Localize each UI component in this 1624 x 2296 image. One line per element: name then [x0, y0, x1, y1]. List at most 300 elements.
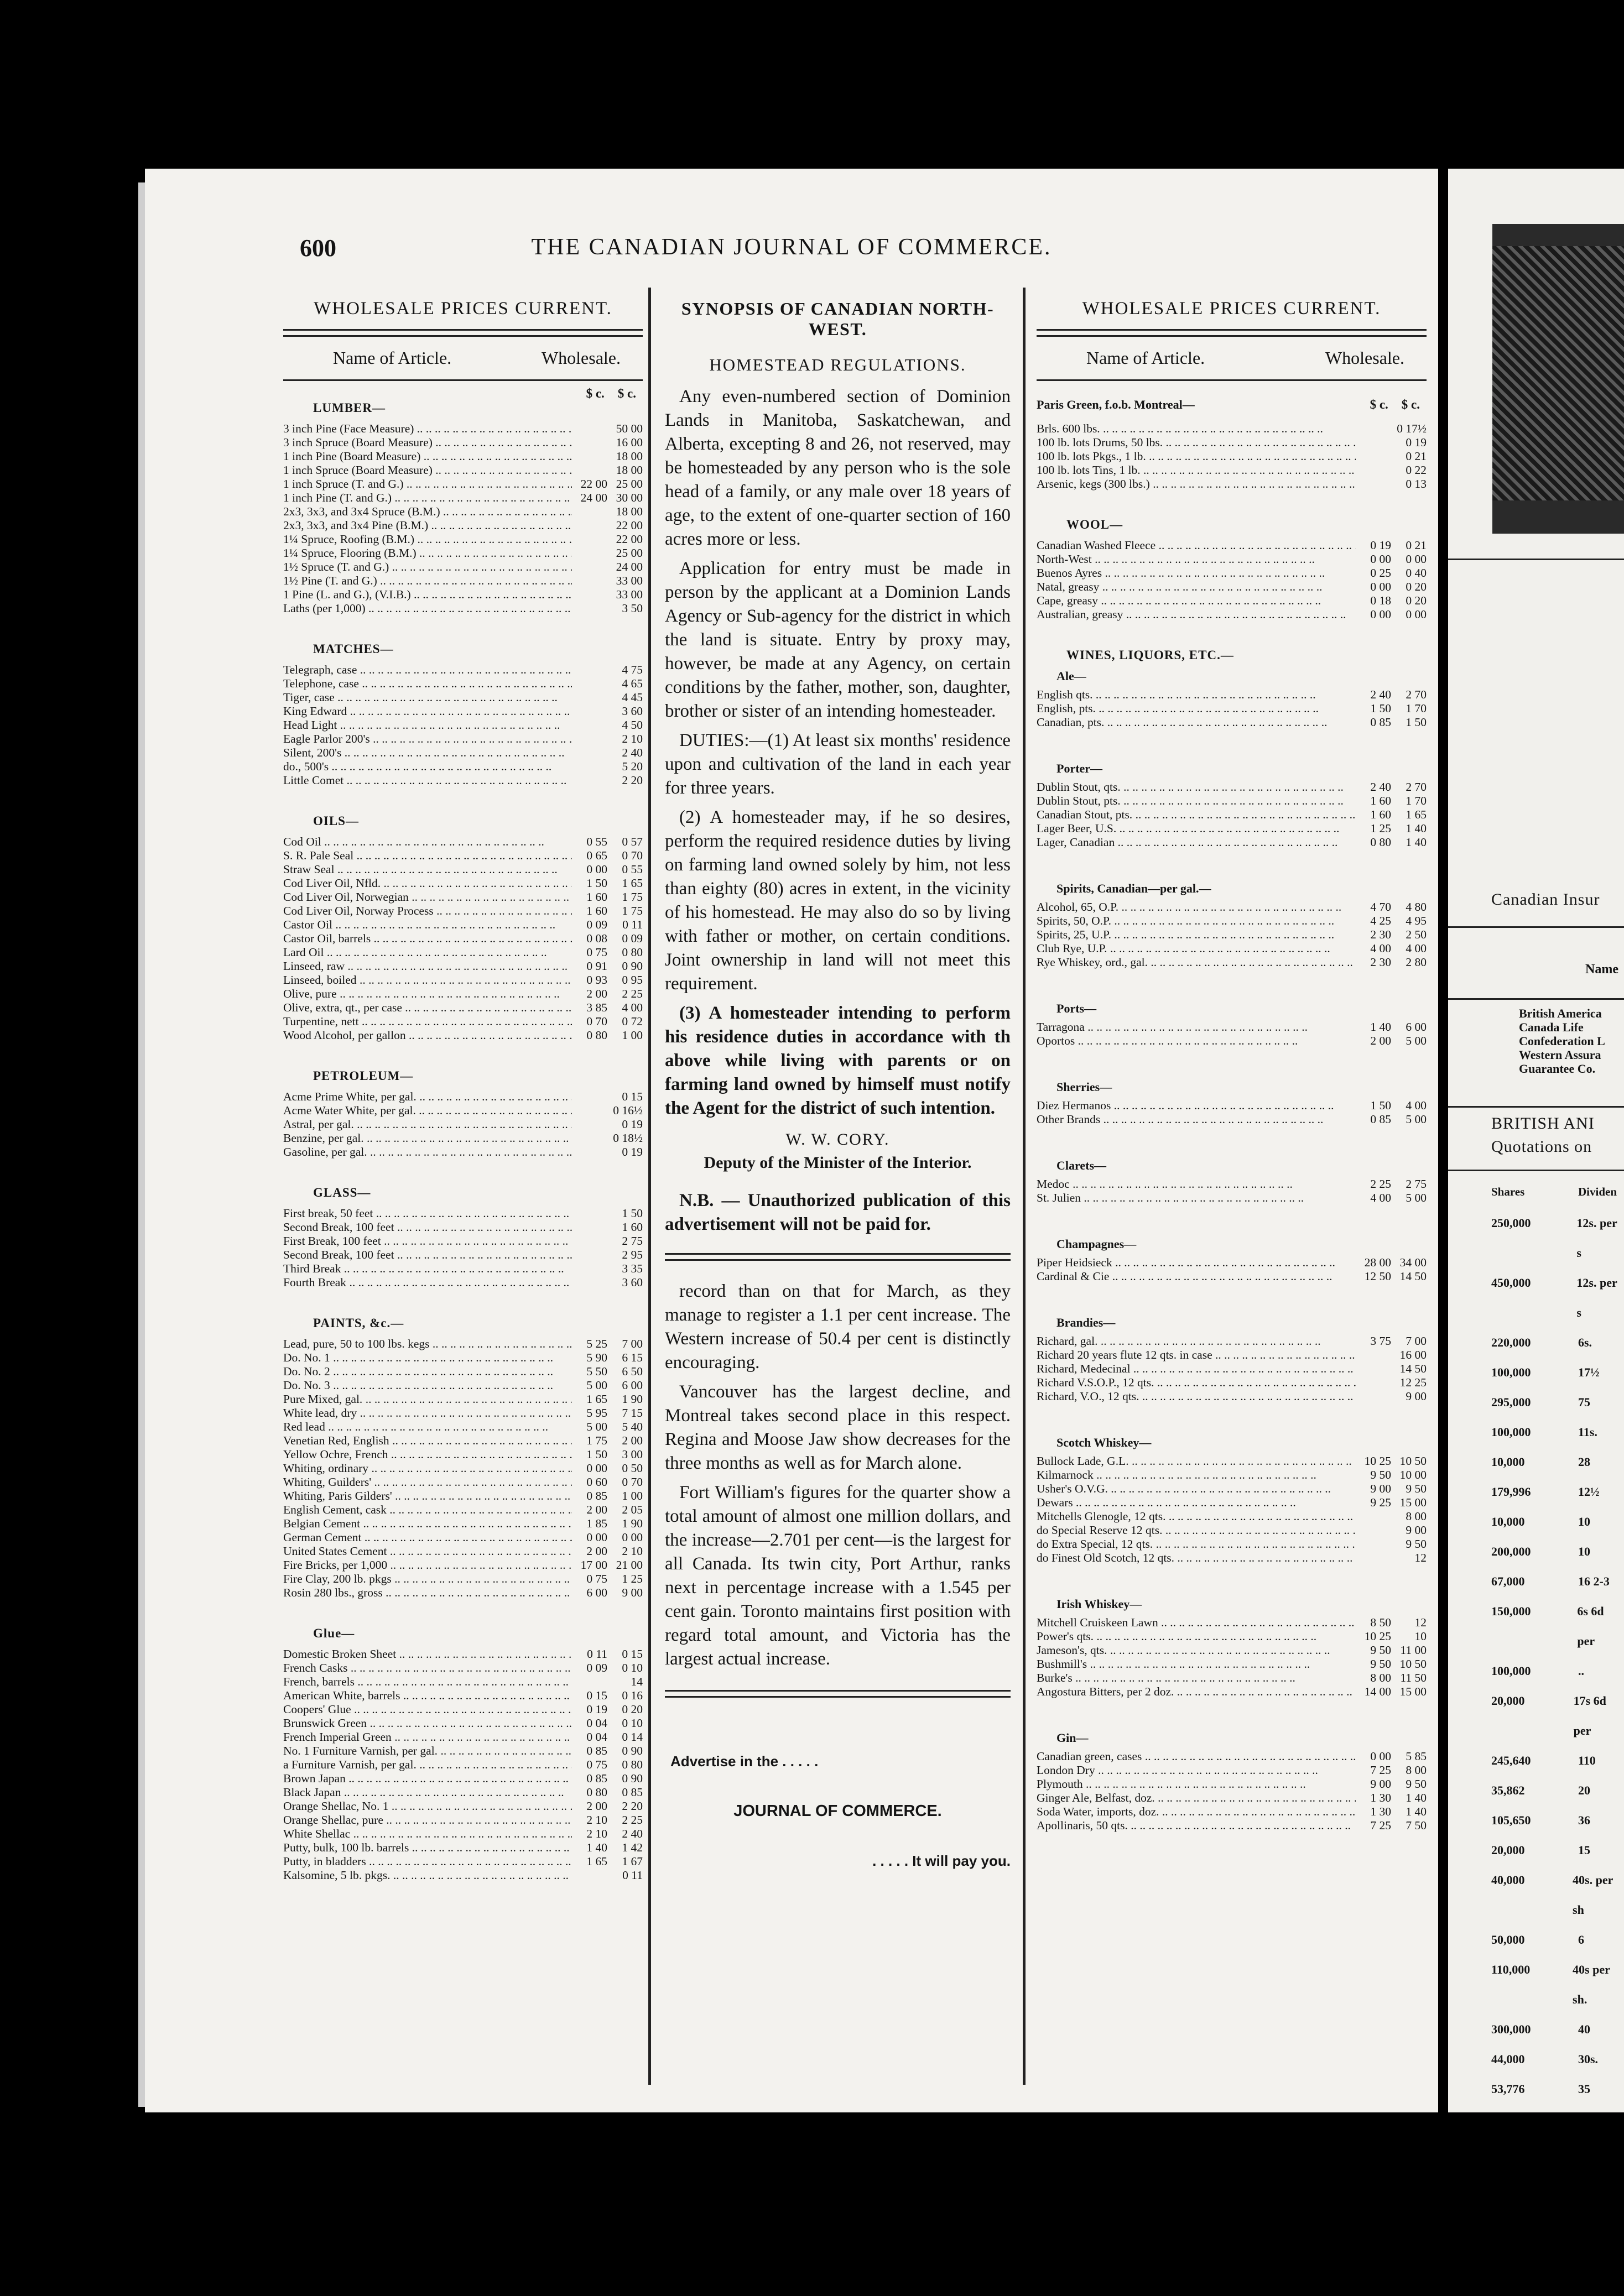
article-name: Wood Alcohol, per gallon .. ..: [283, 1029, 572, 1042]
price-high: 4 00: [1406, 942, 1427, 955]
article-name: 100 lb. lots Tins, 1 lb. .. ..: [1037, 463, 1356, 477]
dividend-value: 17½: [1578, 1365, 1600, 1379]
price-row: [283, 918, 643, 932]
article-name: Cardinal & Cie .. ..: [1037, 1270, 1356, 1283]
article-name: do Special Reserve 12 qts. .. ..: [1037, 1523, 1356, 1537]
middle-column: [665, 299, 1011, 1870]
price-row: [283, 732, 643, 746]
left-column-title: WHOLESALE PRICES CURRENT.: [314, 299, 612, 319]
price-low: 1 30: [1370, 1805, 1391, 1818]
advert-line-2: JOURNAL OF COMMERCE.: [733, 1802, 942, 1820]
price-high: 0 20: [1406, 594, 1427, 607]
shares-value: [1491, 2104, 1578, 2112]
article-name: Lager, Canadian .. ..: [1037, 836, 1356, 849]
unit-b: $ c.: [617, 387, 636, 400]
article-paragraph: Fort William's figures for the quarter show a total amount of almost one million dollars, and the increase—2.701 per cent—is the largest for all Canada. Its twin city, Port Arthur, ranks next in percentage increase with a 1.545 per cent gain. Toronto maintains first position with regard total amount, and Victoria has the largest actual increase.: [665, 1483, 1011, 1669]
price-high: 16 00: [1399, 1348, 1427, 1361]
price-high: 0 09: [622, 932, 643, 945]
article-name: 1 Pine (L. and G.), (V.I.B.) .. ..: [283, 588, 572, 602]
article-name: White Shellac .. ..: [283, 1827, 572, 1841]
name-of-article-label: Name of Article.: [333, 348, 452, 368]
price-high: 0 18½: [613, 1131, 643, 1145]
price-row: [1037, 1099, 1427, 1113]
column-rule-1: [648, 288, 651, 2085]
shares-value: 20,000: [1491, 1694, 1525, 1708]
price-high: 2 25: [622, 987, 643, 1000]
dividend-value: 40: [1578, 2022, 1590, 2036]
article-name: Richard 20 years flute 12 qts. in case .. ..: [1037, 1348, 1356, 1362]
left-prices-column: [283, 299, 643, 1909]
price-high: 1 42: [622, 1841, 643, 1854]
price-low: 0 00: [1370, 580, 1391, 593]
price-low: 0 04: [586, 1716, 607, 1730]
price-high: 1 40: [1406, 836, 1427, 849]
price-row: [283, 463, 643, 477]
price-high: 0 90: [622, 1772, 643, 1785]
price-row: [283, 1489, 643, 1503]
price-high: 1 00: [622, 1489, 643, 1502]
price-low: 0 93: [586, 973, 607, 987]
price-low: 0 00: [586, 863, 607, 876]
article-name: Telegraph, case .. ..: [283, 663, 572, 677]
shares-row: [1491, 2015, 1624, 2044]
article-paragraph: Vancouver has the largest decline, and Montreal takes second place in this respect. Regina and Moose Jaw show decreases for the three months as well as for March alone.: [665, 1382, 1011, 1473]
price-high: 3 60: [622, 1276, 643, 1289]
price-high: 6 50: [622, 1365, 643, 1378]
shares-value: 53,776: [1491, 2082, 1525, 2096]
shares-row: [1491, 1477, 1624, 1507]
article-name: Dublin Stout, qts. .. ..: [1037, 780, 1356, 794]
price-low: 0 60: [586, 1475, 607, 1489]
price-row: [283, 663, 643, 677]
company-name: Guarantee Co.: [1519, 1062, 1596, 1076]
article-name: English, pts. .. ..: [1037, 702, 1356, 716]
price-low: 1 40: [586, 1841, 607, 1854]
price-row: [1037, 808, 1427, 822]
price-row: [283, 1647, 643, 1661]
article-name: Red lead .. ..: [283, 1420, 572, 1434]
paragraph: (3) A homesteader intending to perform his residence duties in accordance with th above while living with parents or on farming land owned by himself must notify the Agent for the district of such intention.: [665, 1003, 1011, 1118]
price-row: [283, 1462, 643, 1475]
price-low: 0 00: [586, 1531, 607, 1544]
price-row: [283, 1730, 643, 1744]
paris-green-heading: Paris Green, f.o.b. Montreal—: [1037, 398, 1195, 411]
price-row: [283, 602, 643, 615]
article-name: Cod Liver Oil, Norwegian .. ..: [283, 890, 572, 904]
article-name: Oportos .. ..: [1037, 1034, 1356, 1048]
price-low: 2 00: [586, 1544, 607, 1558]
paragraph: DUTIES:—(1) At least six months' residence upon and cultivation of the land in each year for three years.: [665, 730, 1011, 798]
price-high: 2 80: [1406, 956, 1427, 969]
price-row: [1037, 1113, 1427, 1126]
section-heading: Porter—: [1056, 761, 1103, 775]
price-low: 1 65: [586, 1392, 607, 1406]
deputy-line: Deputy of the Minister of the Interior.: [704, 1154, 972, 1172]
quotations-heading: Quotations on: [1491, 1137, 1592, 1156]
article-name: Richard, Medecinal .. ..: [1037, 1362, 1356, 1376]
article-name: 2x3, 3x3, and 3x4 Spruce (B.M.) .. ..: [283, 505, 572, 519]
price-high: 0 10: [622, 1716, 643, 1730]
article-name: Lead, pure, 50 to 100 lbs. kegs .. ..: [283, 1337, 572, 1351]
article-name: Club Rye, U.P. .. ..: [1037, 942, 1356, 956]
article-name: Brunswick Green .. ..: [283, 1716, 572, 1730]
article-name: Acme Water White, per gal. .. ..: [283, 1104, 572, 1118]
section-heading: LUMBER—: [313, 401, 386, 415]
shares-value: 20,000: [1491, 1843, 1525, 1857]
article-name: Richard V.S.O.P., 12 qts. .. ..: [1037, 1376, 1356, 1390]
price-row: [283, 1090, 643, 1104]
article-name: Bushmill's .. ..: [1037, 1657, 1356, 1671]
dividend-value: 11s.: [1578, 1425, 1597, 1439]
article-name: Silent, 200's .. ..: [283, 746, 572, 760]
article-name: Second Break, 100 feet .. ..: [283, 1248, 572, 1262]
dividend-value: 10: [1578, 1544, 1590, 1558]
shares-value: 50,000: [1491, 1933, 1525, 1947]
article-name: Pure Mixed, gal. .. ..: [283, 1392, 572, 1406]
shares-value: 67,000: [1491, 1574, 1525, 1588]
price-row: [1037, 900, 1427, 914]
shares-value: 40,000: [1491, 1873, 1525, 1887]
price-row: [283, 1689, 643, 1703]
section-heading: Champagnes—: [1056, 1237, 1137, 1251]
shares-row: [1491, 1507, 1624, 1537]
shares-value: 245,640: [1491, 1754, 1531, 1767]
price-high: 0 19: [1406, 436, 1427, 449]
price-high: 0 00: [622, 1531, 643, 1544]
dividend-value: 75: [1578, 1395, 1590, 1409]
price-low: 1 50: [586, 876, 607, 890]
price-row: [1037, 1537, 1427, 1551]
price-high: 3 35: [622, 1262, 643, 1275]
price-row: [283, 1772, 643, 1786]
article-name: Acme Prime White, per gal. .. ..: [283, 1090, 572, 1104]
article-name: Turpentine, nett .. ..: [283, 1015, 572, 1029]
price-low: 2 30: [1370, 956, 1391, 969]
article-name: Castor Oil .. ..: [283, 918, 572, 932]
price-low: 0 04: [586, 1730, 607, 1744]
price-row: [283, 1558, 643, 1572]
price-low: 1 25: [1370, 822, 1391, 835]
price-high: 7 50: [1406, 1819, 1427, 1832]
price-row: [283, 1841, 643, 1855]
price-row: [1037, 1177, 1427, 1191]
price-low: 10 25: [1364, 1630, 1391, 1643]
price-high: 1 75: [622, 890, 643, 904]
article-name: Castor Oil, barrels .. ..: [283, 932, 572, 946]
article-name: a Furniture Varnish, per gal. .. ..: [283, 1758, 572, 1772]
price-low: 4 70: [1370, 900, 1391, 914]
price-row: [1037, 780, 1427, 794]
wool-heading: WOOL—: [1066, 518, 1123, 531]
article-name: Lager Beer, U.S. .. ..: [1037, 822, 1356, 836]
price-high: 5 00: [1406, 1191, 1427, 1204]
price-low: 0 70: [586, 1015, 607, 1028]
dividend-value: 15: [1578, 1843, 1590, 1857]
dividend-value: 6s 6d per: [1577, 1604, 1604, 1648]
article-name: Jameson's, qts. .. ..: [1037, 1643, 1356, 1657]
dividend-value: [1578, 2104, 1590, 2112]
price-high: 6 00: [622, 1379, 643, 1392]
dividend-value: 10: [1578, 1515, 1590, 1528]
shares-row: [1491, 1387, 1624, 1417]
price-low: 9 50: [1370, 1657, 1391, 1671]
price-high: 1 65: [1406, 808, 1427, 821]
price-high: 4 45: [622, 691, 643, 704]
price-row: [283, 1703, 643, 1716]
section-heading: Irish Whiskey—: [1056, 1597, 1142, 1611]
price-row: [1037, 1390, 1427, 1403]
dividend-value: 20: [1578, 1783, 1590, 1797]
price-row: [1037, 1750, 1427, 1763]
price-high: 11 00: [1400, 1643, 1427, 1657]
article-name: Plymouth .. ..: [1037, 1777, 1356, 1791]
price-high: 3 50: [622, 602, 643, 615]
article-name: Burke's .. ..: [1037, 1671, 1356, 1685]
unit-b: $ c.: [1401, 398, 1420, 411]
price-high: 2 75: [1406, 1177, 1427, 1191]
price-high: 11 50: [1400, 1671, 1427, 1684]
advert-line-3: . . . . . It will pay you.: [872, 1853, 1011, 1869]
dividend-value: 40s. per sh: [1573, 1873, 1613, 1917]
units-row: [283, 387, 643, 401]
price-low: 9 00: [1370, 1482, 1391, 1495]
article-name: Kilmarnock .. ..: [1037, 1468, 1356, 1482]
article-name: Natal, greasy .. ..: [1037, 580, 1356, 594]
price-low: 0 55: [586, 835, 607, 848]
price-row: [283, 1544, 643, 1558]
price-low: 0 80: [586, 1029, 607, 1042]
wholesale-label: Wholesale.: [1325, 348, 1404, 368]
shares-value: 10,000: [1491, 1515, 1525, 1528]
double-rule: [1037, 329, 1427, 337]
price-low: 2 25: [1370, 1177, 1391, 1191]
price-high: 1 75: [622, 904, 643, 917]
article-name: No. 1 Furniture Varnish, per gal. .. ..: [283, 1744, 572, 1758]
price-high: 7 00: [622, 1337, 643, 1350]
price-row: [283, 477, 643, 491]
price-low: 28 00: [1364, 1256, 1391, 1269]
publication-note: N.B. — Unauthorized publication of this advertisement will not be paid for.: [665, 1191, 1011, 1234]
article-name: Belgian Cement .. ..: [283, 1517, 572, 1531]
price-high: 0 70: [622, 1475, 643, 1489]
price-high: 0 19: [622, 1118, 643, 1131]
price-high: 9 00: [622, 1586, 643, 1599]
price-high: 4 00: [1406, 1099, 1427, 1112]
price-row: [283, 1420, 643, 1434]
price-high: 2 20: [622, 774, 643, 787]
price-high: 3 00: [622, 1448, 643, 1461]
article-name: Brown Japan .. ..: [283, 1772, 572, 1786]
price-low: 8 00: [1370, 1671, 1391, 1684]
price-low: 1 50: [1370, 702, 1391, 715]
shares-row: [1491, 1208, 1624, 1268]
price-low: 2 40: [1370, 780, 1391, 794]
signature: W. W. CORY.: [785, 1130, 890, 1149]
article-name: United States Cement .. ..: [283, 1544, 572, 1558]
price-high: 0 70: [622, 849, 643, 862]
price-row: [283, 1661, 643, 1675]
price-low: 1 60: [1370, 794, 1391, 807]
shares-value: 200,000: [1491, 1544, 1531, 1558]
price-row: [1037, 1191, 1427, 1205]
article-name: Usher's O.V.G. .. ..: [1037, 1482, 1356, 1496]
price-low: 1 40: [1370, 1020, 1391, 1034]
price-high: 0 11: [622, 1869, 643, 1882]
price-row: [283, 574, 643, 588]
price-row: [283, 1475, 643, 1489]
homestead-heading: HOMESTEAD REGULATIONS.: [709, 355, 966, 374]
article-name: Cod Oil .. ..: [283, 835, 572, 849]
price-row: [283, 1813, 643, 1827]
price-row: [1037, 1777, 1427, 1791]
article-name: Rosin 280 lbs., gross .. ..: [283, 1586, 572, 1600]
price-low: 0 85: [586, 1772, 607, 1785]
price-low: 1 60: [586, 890, 607, 904]
left-column-header: [283, 348, 643, 368]
price-row: [283, 705, 643, 718]
dividend-value: 110: [1578, 1754, 1596, 1767]
article-name: Buenos Ayres .. ..: [1037, 566, 1356, 580]
article-name: Fire Bricks, per 1,000 .. ..: [283, 1558, 572, 1572]
price-row: [283, 1716, 643, 1730]
article-name: Yellow Ochre, French .. ..: [283, 1448, 572, 1462]
price-high: 10 00: [1399, 1468, 1427, 1481]
rule: [283, 379, 643, 381]
shares-value: 35,862: [1491, 1783, 1525, 1797]
price-row: [1037, 1819, 1427, 1833]
article-name: Olive, pure .. ..: [283, 987, 572, 1001]
price-high: 1 67: [622, 1855, 643, 1868]
price-high: 0 00: [1406, 552, 1427, 566]
price-high: 25 00: [616, 546, 643, 560]
price-low: 0 85: [586, 1489, 607, 1502]
price-row: [283, 560, 643, 574]
shares-row: [1491, 1567, 1624, 1596]
price-row: [283, 876, 643, 890]
price-high: 22 00: [616, 519, 643, 532]
price-high: 4 75: [622, 663, 643, 676]
price-row: [1037, 1034, 1427, 1048]
shares-value: 100,000: [1491, 1365, 1531, 1379]
shares-row: [1491, 1268, 1624, 1328]
price-row: [1037, 716, 1427, 729]
price-high: 4 00: [622, 1001, 643, 1014]
price-row: [283, 760, 643, 774]
price-low: 2 00: [586, 987, 607, 1000]
advert-line-1: Advertise in the . . . . .: [670, 1753, 819, 1770]
price-low: 1 85: [586, 1517, 607, 1530]
article-name: Fire Clay, 200 lb. pkgs .. ..: [283, 1572, 572, 1586]
price-row: [283, 1517, 643, 1531]
price-high: 0 55: [622, 863, 643, 876]
price-low: 1 30: [1370, 1791, 1391, 1804]
price-row: [283, 1001, 643, 1015]
price-high: 10: [1414, 1630, 1427, 1643]
price-row: [283, 718, 643, 732]
price-high: 5 00: [1406, 1034, 1427, 1047]
price-high: 9 50: [1406, 1777, 1427, 1791]
article-name: Second Break, 100 feet .. ..: [283, 1220, 572, 1234]
price-high: 1 40: [1406, 1791, 1427, 1804]
price-high: 1 50: [622, 1207, 643, 1220]
article-name: Australian, greasy .. ..: [1037, 608, 1356, 622]
price-row: [283, 1131, 643, 1145]
price-row: [1037, 1334, 1427, 1348]
price-high: 2 70: [1406, 780, 1427, 794]
price-row: [283, 1572, 643, 1586]
price-high: 0 57: [622, 835, 643, 848]
price-high: 0 10: [622, 1661, 643, 1674]
section-heading: GLASS—: [313, 1186, 371, 1199]
price-low: 0 80: [1370, 836, 1391, 849]
price-high: 9 50: [1406, 1482, 1427, 1495]
price-high: 10 50: [1399, 1454, 1427, 1468]
article-name: First Break, 100 feet .. ..: [283, 1234, 572, 1248]
article-name: English qts. .. ..: [1037, 688, 1356, 702]
price-row: [283, 1365, 643, 1379]
price-high: 15 00: [1399, 1685, 1427, 1698]
article-name: 100 lb. lots Drums, 50 lbs. .. ..: [1037, 436, 1356, 450]
article-name: S. R. Pale Seal .. ..: [283, 849, 572, 863]
section-heading: Gin—: [1056, 1731, 1089, 1745]
double-rule: [283, 329, 643, 337]
price-row: [283, 1276, 643, 1290]
shares-value: 105,650: [1491, 1813, 1531, 1827]
price-low: 0 00: [1370, 1750, 1391, 1763]
price-row: [283, 1744, 643, 1758]
price-high: 33 00: [616, 588, 643, 601]
price-high: 30 00: [616, 491, 643, 504]
shares-row: [1491, 2044, 1624, 2074]
price-row: [1037, 1791, 1427, 1805]
shares-value: 220,000: [1491, 1335, 1531, 1349]
article-name: Do. No. 2 .. ..: [283, 1365, 572, 1379]
paragraph: (2) A homesteader may, if he so desires, perform the required residence duties by living on farming land owned solely by him, not less than eighty (80) acres in extent, in the vicinity of his homestead. He may also do so by living with father or mother, on certain conditions. Joint ownership in land will not meet this requirement.: [665, 807, 1011, 994]
price-row: [1037, 608, 1427, 622]
price-row: [283, 890, 643, 904]
price-low: 1 50: [586, 1448, 607, 1461]
article-name: Dewars .. ..: [1037, 1496, 1356, 1510]
price-low: 0 75: [586, 1758, 607, 1771]
synopsis-title: SYNOPSIS OF CANADIAN NORTH-WEST.: [681, 299, 995, 339]
price-low: 5 95: [586, 1406, 607, 1420]
dividend-label: Dividen: [1578, 1185, 1617, 1198]
price-high: 4 80: [1406, 900, 1427, 914]
price-high: 0 20: [1406, 580, 1427, 593]
article-name: Richard, gal. .. ..: [1037, 1334, 1356, 1348]
price-high: 24 00: [616, 560, 643, 573]
price-high: 22 00: [616, 533, 643, 546]
price-row: [283, 588, 643, 602]
section-heading: PETROLEUM—: [313, 1069, 414, 1083]
price-low: 1 65: [586, 1855, 607, 1868]
price-low: 0 65: [586, 849, 607, 862]
price-row: [1037, 956, 1427, 969]
section-heading: Ale—: [1056, 669, 1086, 683]
article-name: Canadian, pts. .. ..: [1037, 716, 1356, 729]
shares-row: [1491, 1865, 1624, 1925]
shares-row: [1491, 1447, 1624, 1477]
price-high: 1 00: [622, 1029, 643, 1042]
price-row: [1037, 1482, 1427, 1496]
price-row: [283, 1029, 643, 1042]
section-heading: Scotch Whiskey—: [1056, 1436, 1152, 1449]
article-name: Alcohol, 65, O.P. .. ..: [1037, 900, 1356, 914]
article-name: Cod Liver Oil, Nfld. .. ..: [283, 876, 572, 890]
article-name: Linseed, raw .. ..: [283, 959, 572, 973]
price-low: 2 40: [1370, 688, 1391, 701]
price-row: [283, 932, 643, 946]
